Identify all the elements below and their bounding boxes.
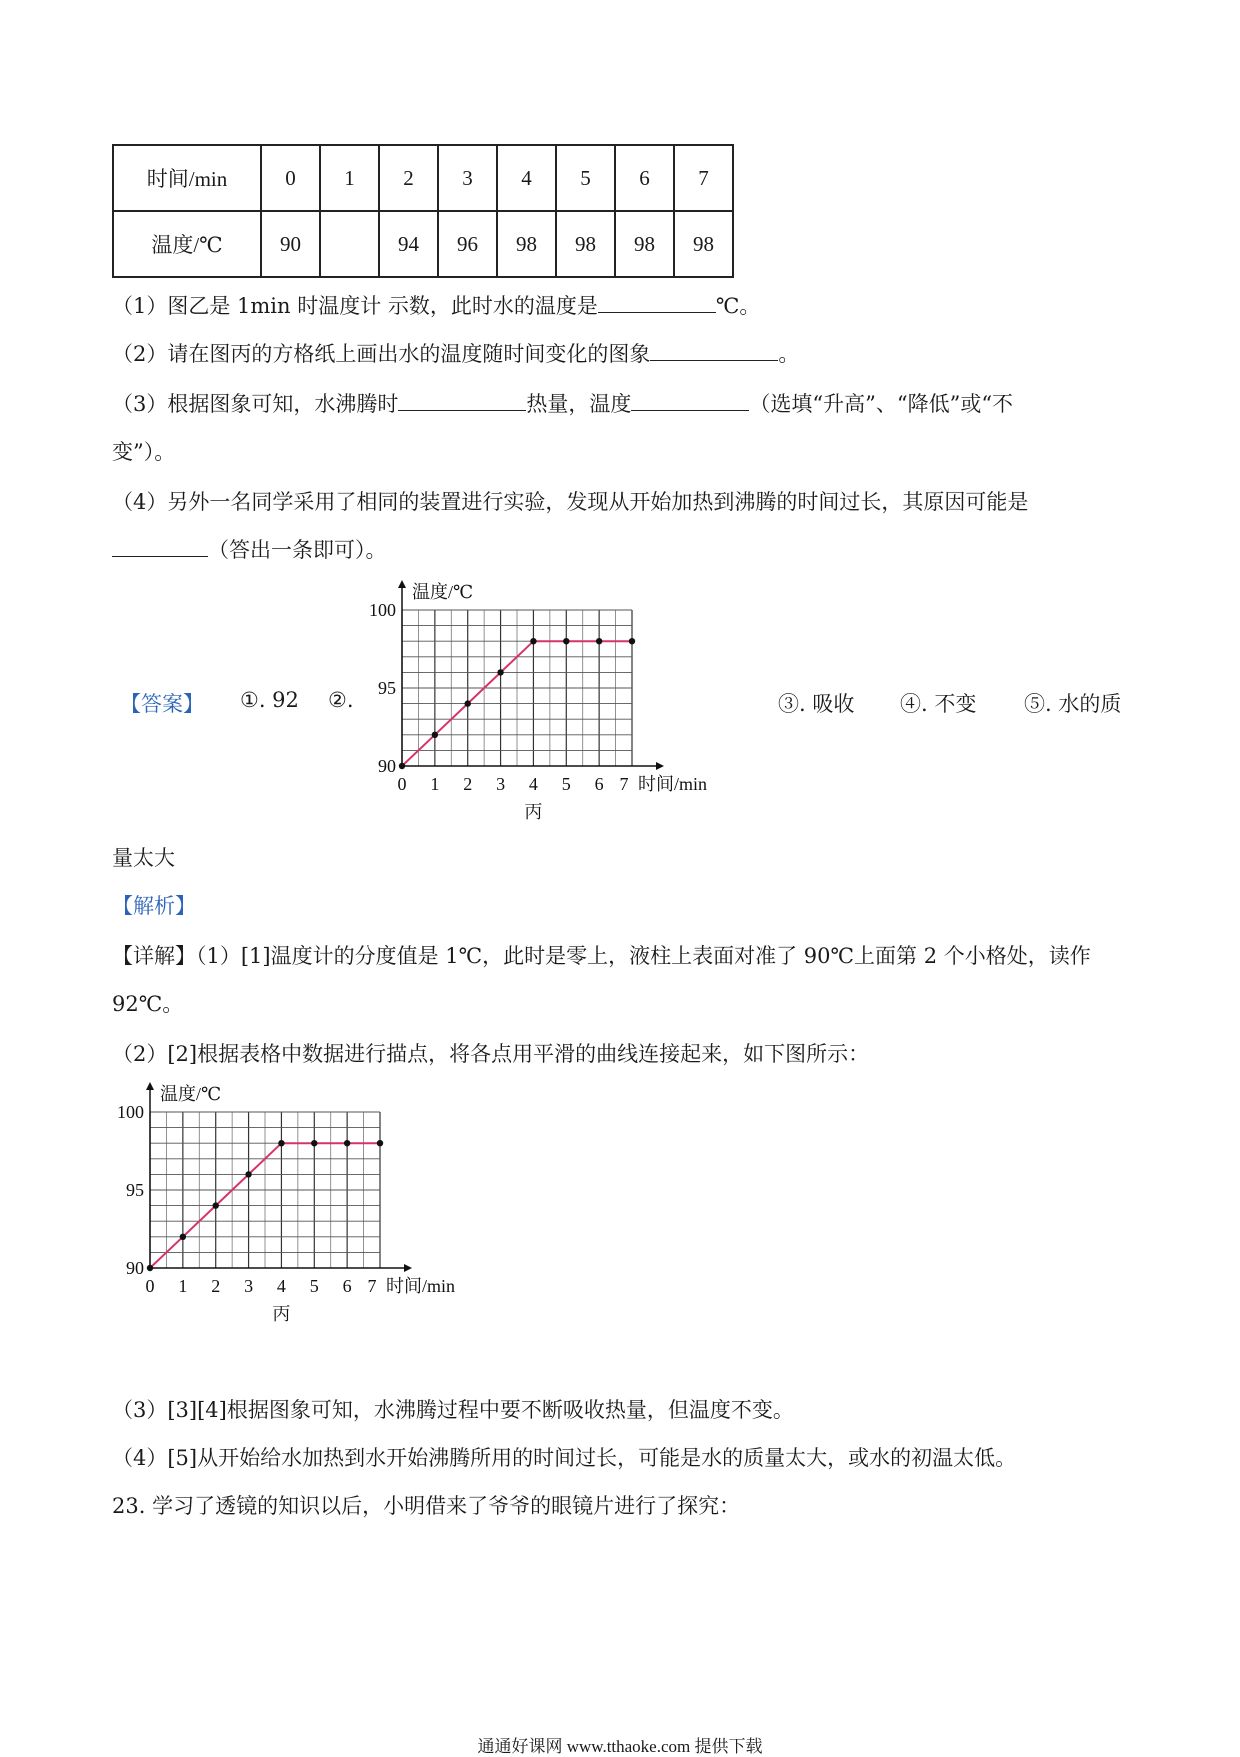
- data-point: [563, 638, 569, 644]
- x-tick-label: 2: [463, 774, 473, 794]
- data-point: [245, 1171, 251, 1177]
- table-cell: 6: [615, 145, 674, 211]
- answer-blank: [112, 538, 208, 557]
- y-tick-label: 100: [117, 1102, 144, 1122]
- data-point: [213, 1202, 219, 1208]
- table-cell: 90: [261, 211, 320, 277]
- analysis-label: 【解析】: [112, 894, 196, 918]
- y-tick-label: 95: [126, 1180, 144, 1200]
- data-point: [180, 1234, 186, 1240]
- x-tick-label: 1: [430, 774, 440, 794]
- x-tick-label: 4: [276, 1276, 286, 1296]
- data-point: [465, 700, 471, 706]
- answer-3: ③. 吸收: [778, 692, 855, 716]
- table-cell: 4: [497, 145, 556, 211]
- question-text: （答出一条即可）。: [208, 538, 387, 562]
- table-row: [113, 211, 733, 277]
- table-cell: 5: [556, 145, 615, 211]
- data-point: [596, 638, 602, 644]
- table-header-time: 时间/min: [113, 145, 261, 211]
- answer-1: ①. 92: [240, 688, 299, 712]
- x-tick-label: 1: [178, 1276, 188, 1296]
- data-point: [497, 669, 503, 675]
- y-tick-label: 90: [126, 1258, 144, 1278]
- x-tick-label: 5: [309, 1276, 319, 1296]
- x-tick-label: 3: [496, 774, 506, 794]
- table-cell: 96: [438, 211, 497, 277]
- question-text: 热量，温度: [526, 392, 632, 416]
- y-tick-label: 90: [378, 756, 396, 776]
- chart-svg: [100, 1070, 500, 1330]
- question-2: [112, 338, 799, 368]
- question-4-cont: [112, 534, 387, 564]
- question-3-cont: 变”）。: [112, 440, 176, 464]
- page-footer: 通通好课网 www.tthaoke.com 提供下载: [477, 1737, 763, 1756]
- x-tick-label: 6: [594, 774, 604, 794]
- table-cell: 2: [379, 145, 438, 211]
- question-text: （3）根据图象可知，水沸腾时: [112, 392, 399, 416]
- table-cell: 7: [674, 145, 733, 211]
- data-point: [344, 1140, 350, 1146]
- x-tick-label: 0: [145, 1276, 155, 1296]
- data-point: [399, 763, 405, 769]
- question-text: 。: [778, 342, 800, 366]
- answer-5-cont: 量太大: [112, 846, 175, 870]
- question-text: （选填“升高”、“降低”或“不: [749, 392, 1014, 416]
- y-tick-label: 95: [378, 678, 396, 698]
- table-cell: 98: [497, 211, 556, 277]
- data-point: [432, 732, 438, 738]
- x-tick-label: 7: [619, 774, 629, 794]
- data-table: [112, 144, 734, 278]
- x-tick-label: 2: [211, 1276, 221, 1296]
- x-tick-label: 3: [244, 1276, 254, 1296]
- analysis-detail-1b: 92℃。: [112, 992, 184, 1016]
- table-header-temp: 温度/℃: [113, 211, 261, 277]
- x-tick-label: 5: [561, 774, 571, 794]
- y-axis-label: 温度/℃: [412, 582, 474, 602]
- table-cell: 1: [320, 145, 379, 211]
- chart-caption: 丙: [524, 802, 543, 822]
- y-axis-label: 温度/℃: [160, 1084, 222, 1104]
- question-3: [112, 388, 1013, 418]
- answer-blank: [631, 392, 749, 411]
- table-cell: 3: [438, 145, 497, 211]
- data-point: [147, 1265, 153, 1271]
- y-tick-label: 100: [369, 600, 396, 620]
- y-axis-arrow: [398, 580, 406, 588]
- answer-2: ②.: [328, 688, 354, 712]
- data-point: [530, 638, 536, 644]
- temperature-chart-answer: [352, 568, 752, 833]
- analysis-detail-4: （4）[5]从开始给水加热到水开始沸腾所用的时间过长，可能是水的质量太大，或水的初温太低。: [112, 1446, 1017, 1470]
- question-1: [112, 290, 760, 320]
- table-row: [113, 145, 733, 211]
- answer-blank: [598, 294, 716, 313]
- x-axis-arrow: [404, 1264, 412, 1272]
- x-axis-label: 时间/min: [386, 1276, 456, 1296]
- data-point: [311, 1140, 317, 1146]
- y-axis-arrow: [146, 1082, 154, 1090]
- x-tick-label: 7: [367, 1276, 377, 1296]
- table-cell: [320, 211, 379, 277]
- x-tick-label: 4: [528, 774, 538, 794]
- analysis-detail-1: 【详解】（1）[1]温度计的分度值是 1℃，此时是零上，液柱上表面对准了 90℃上面第 2 个小格处，读作: [112, 944, 1091, 968]
- data-point: [629, 638, 635, 644]
- data-point: [278, 1140, 284, 1146]
- answer-5: ⑤. 水的质: [1024, 692, 1122, 716]
- question-4: （4）另外一名同学采用了相同的装置进行实验，发现从开始加热到沸腾的时间过长，其原因可能是: [112, 490, 1029, 514]
- answer-4: ④. 不变: [900, 692, 977, 716]
- answer-label: 【答案】: [120, 692, 204, 716]
- table-cell: 98: [556, 211, 615, 277]
- temperature-chart-analysis: [100, 1070, 500, 1335]
- table-cell: 98: [674, 211, 733, 277]
- chart-caption: 丙: [272, 1304, 291, 1324]
- answer-blank: [398, 392, 526, 411]
- x-tick-label: 6: [342, 1276, 352, 1296]
- chart-svg: [352, 568, 752, 828]
- data-point: [377, 1140, 383, 1146]
- x-axis-label: 时间/min: [638, 774, 708, 794]
- question-text: （2）请在图丙的方格纸上画出水的温度随时间变化的图象: [112, 342, 651, 366]
- x-tick-label: 0: [397, 774, 407, 794]
- analysis-detail-2: （2）[2]根据表格中数据进行描点，将各点用平滑的曲线连接起来，如下图所示：: [112, 1042, 870, 1066]
- x-axis-arrow: [656, 762, 664, 770]
- answer-blank: [650, 342, 778, 361]
- table-cell: 98: [615, 211, 674, 277]
- table-cell: 94: [379, 211, 438, 277]
- question-text: （1）图乙是 1min 时温度计 示数，此时水的温度是: [112, 294, 598, 318]
- table-cell: 0: [261, 145, 320, 211]
- analysis-detail-3: （3）[3][4]根据图象可知，水沸腾过程中要不断吸收热量，但温度不变。: [112, 1398, 794, 1422]
- question-23: 23. 学习了透镜的知识以后，小明借来了爷爷的眼镜片进行了探究：: [112, 1494, 741, 1518]
- question-text: ℃。: [715, 294, 761, 318]
